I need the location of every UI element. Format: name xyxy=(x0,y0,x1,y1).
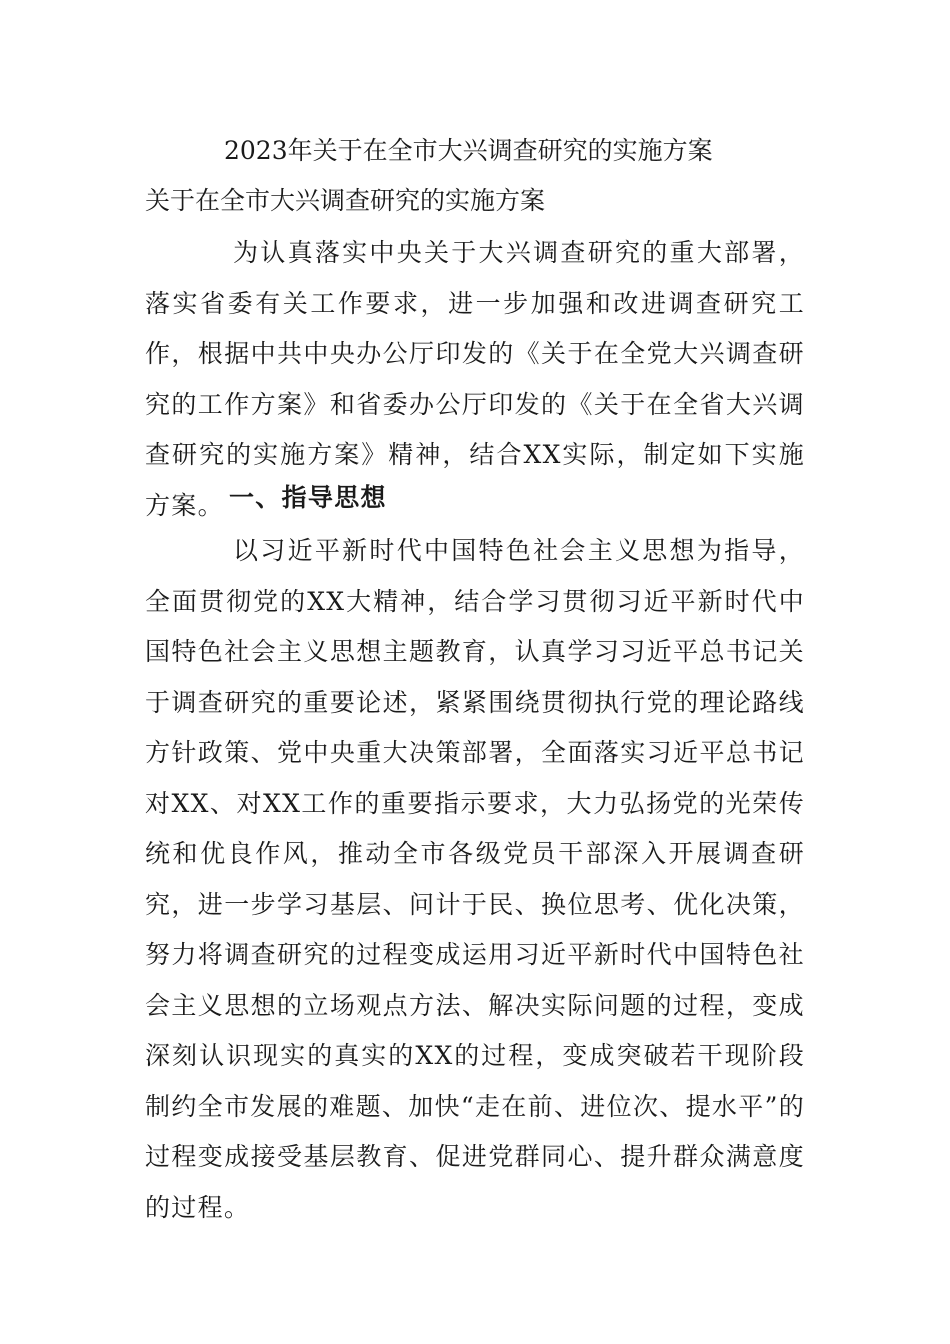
intro-paragraph: 为认真落实中央关于大兴调查研究的重大部署，落实省委有关工作要求，进一步加强和改进调查研究工作，根据中共中央办公厅印发的《关于在全党大兴调查研究的工作方案》和省委办公厅印发的《关于在全省大兴调查研究的实施方案》精神，结合XX实际，制定如下实施方案。 xyxy=(145,238,805,520)
document-title: 2023年关于在全市大兴调查研究的实施方案 xyxy=(224,136,713,165)
section-body-guiding-ideology: 以习近平新时代中国特色社会主义思想为指导，全面贯彻党的XX大精神，结合学习贯彻习近平新时代中国特色社会主义思想主题教育，认真学习习近平总书记关于调查研究的重要论述，紧紧围绕贯彻执行党的理论路线方针政策、党中央重大决策部署，全面落实习近平总书记对XX、对XX工作的重要指示要求，大力弘扬党的光荣传统和优良作风，推动全市各级党员干部深入开展调查研究，进一步学习基层、问计于民、换位思考、优化决策，努力将调查研究的过程变成运用习近平新时代中国特色社会主义思想的立场观点方法、解决实际问题的过程，变成深刻认识现实的真实的XX的过程，变成突破若干现阶段制约全市发展的难题、加快“走在前、进位次、提水平”的过程变成接受基层教育、促进党群同心、提升群众满意度的过程。 xyxy=(145,536,805,1222)
document-subtitle: 关于在全市大兴调查研究的实施方案 xyxy=(145,186,546,215)
section-heading-guiding-ideology: 一、指导思想 xyxy=(229,483,387,512)
